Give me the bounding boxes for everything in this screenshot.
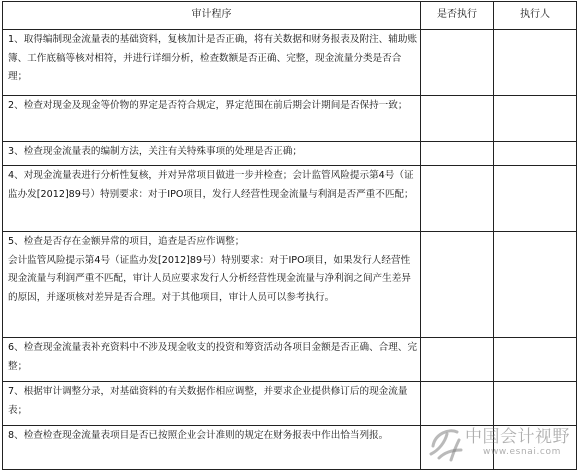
executor-cell[interactable]	[494, 382, 577, 426]
procedure-cell	[3, 426, 421, 470]
header-procedure: 审计程序	[3, 2, 421, 30]
procedure-cell	[3, 232, 421, 338]
table-row	[3, 142, 577, 166]
executed-cell[interactable]	[421, 338, 494, 382]
executor-cell[interactable]	[494, 232, 577, 338]
procedure-cell	[3, 382, 421, 426]
table-row	[3, 338, 577, 382]
executed-cell[interactable]	[421, 426, 494, 470]
executed-cell[interactable]	[421, 30, 494, 96]
executor-cell[interactable]	[494, 338, 577, 382]
table-row	[3, 232, 577, 338]
table-row	[3, 166, 577, 232]
procedure-text: 3、检查现金流量表的编制方法，关注有关特殊事项的处理是否正确；	[8, 146, 302, 157]
table-row	[3, 382, 577, 426]
executor-cell[interactable]	[494, 142, 577, 166]
executor-cell[interactable]	[494, 96, 577, 142]
table-row	[3, 96, 577, 142]
executed-cell[interactable]	[421, 232, 494, 338]
header-executed: 是否执行	[421, 2, 494, 30]
procedure-text: 8、检查检查现金流量表项目是否已按照企业会计准则的规定在财务报表中作出恰当列报。	[8, 430, 389, 441]
procedure-text: 1、取得编制现金流量表的基础资料，复核加计是否正确，将有关数据和财务报表及附注、辅助账簿、工作底稿等核对相符，并进行详细分析，检查数额是否正确、完整，现金流量分类是否合理；	[8, 34, 418, 82]
procedure-text: 6、检查现金流量表补充资料中不涉及现金收支的投资和筹资活动各项目金额是否正确、合理、完整；	[8, 342, 418, 372]
audit-procedure-sheet	[2, 1, 576, 469]
audit-procedure-table	[2, 1, 577, 470]
executor-cell[interactable]	[494, 426, 577, 470]
procedure-text: 5、检查是否存在金额异常的项目，追查是否应作调整； 会计监管风险提示第4号（证监办发[2012]89号）特别要求：对于IPO项目，如果发行人经营性现金流量与利润严重不匹配，审计人员应要求发行人分析经营性现金流量与净利润之间产生差异的原因，并逐项核对差异是否合理。对于其他项目，审计人员可以参考执行。	[8, 236, 411, 303]
executed-cell[interactable]	[421, 382, 494, 426]
procedure-cell	[3, 142, 421, 166]
executor-cell[interactable]	[494, 30, 577, 96]
executed-cell[interactable]	[421, 166, 494, 232]
procedure-cell	[3, 166, 421, 232]
table-row	[3, 30, 577, 96]
procedure-cell	[3, 338, 421, 382]
procedure-text: 2、检查对现金及现金等价物的界定是否符合规定，界定范围在前后期会计期间是否保持一致；	[8, 100, 408, 111]
table-row	[3, 426, 577, 470]
executed-cell[interactable]	[421, 96, 494, 142]
table-header-row	[3, 2, 577, 30]
executor-cell[interactable]	[494, 166, 577, 232]
watermark-url: www.esnai.com	[483, 447, 561, 457]
watermark-title: 中国会计视野	[465, 427, 570, 447]
procedure-text: 4、对现金流量表进行分析性复核，并对异常项目做进一步并检查；会计监管风险提示第4号（证监办发[2012]89号）特别要求：对于IPO项目，发行人经营性现金流量与利润是否严重不匹配；	[8, 170, 414, 200]
procedure-cell	[3, 96, 421, 142]
header-executor: 执行人	[494, 2, 577, 30]
procedure-cell	[3, 30, 421, 96]
executed-cell[interactable]	[421, 142, 494, 166]
procedure-text: 7、根据审计调整分录，对基础资料的有关数据作相应调整，并要求企业提供修订后的现金流量表；	[8, 386, 408, 416]
